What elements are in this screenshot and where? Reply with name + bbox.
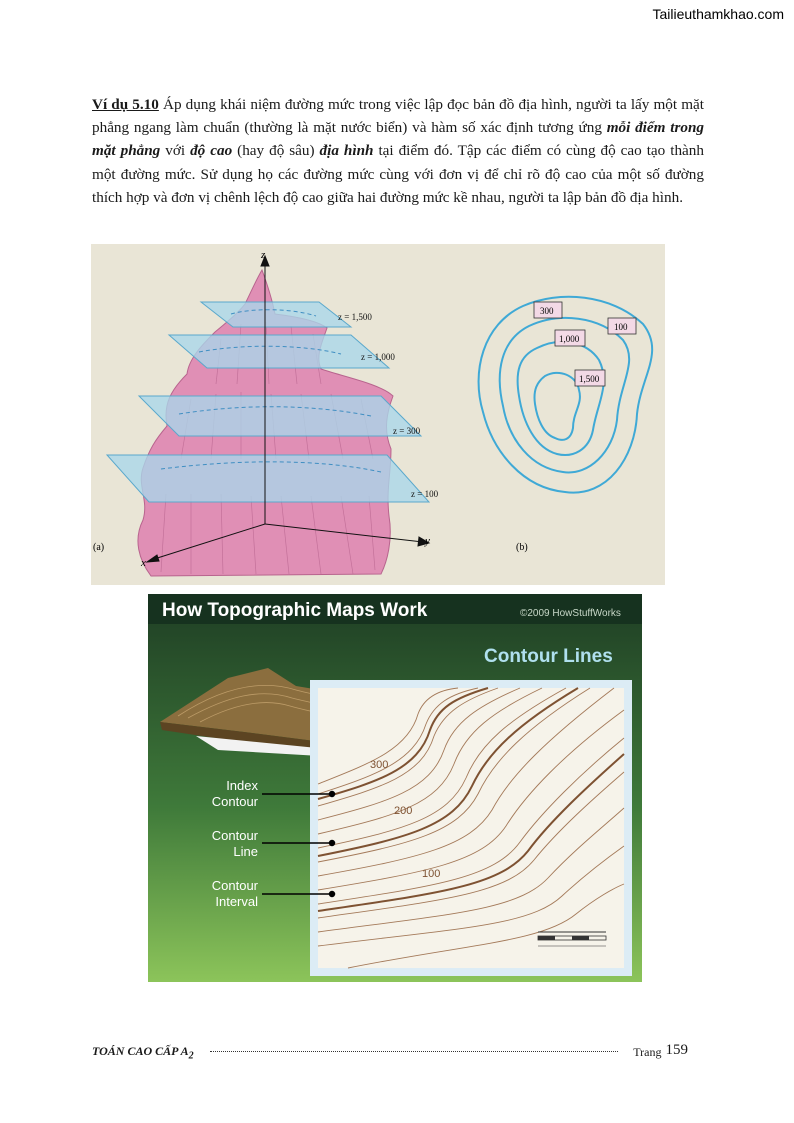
plane-label-1000: z = 1,000 <box>361 352 395 362</box>
axis-y-label: y <box>425 535 430 547</box>
page-footer <box>92 1044 704 1061</box>
panel-a-label: (a) <box>93 542 105 553</box>
figure-title: How Topographic Maps Work <box>162 600 428 621</box>
label-contour-interval: Contour Interval <box>211 878 258 909</box>
label-index-contour: Index Contour <box>211 778 258 809</box>
footer-course <box>92 1044 194 1062</box>
paragraph-text-3: (hay độ sâu) <box>232 142 320 160</box>
footer-page-word: Trang <box>633 1045 662 1059</box>
paragraph-text-1: Áp dụng khái niệm đường mức trong việc lập đọc bản đồ địa hình, người ta lấy một mặt phẳng ngang làm chuẩn (thường là mặt nước biển) và hàm số xác định tương ứng <box>92 96 704 137</box>
footer-page <box>633 1044 688 1061</box>
footer-leader-dots <box>210 1051 618 1052</box>
figure-subtitle: Contour Lines <box>484 646 613 667</box>
level-curves-figure <box>91 244 665 585</box>
plane-label-100: z = 100 <box>411 489 439 499</box>
label-contour-line: Contour Line <box>211 828 258 859</box>
elevation-200: 200 <box>394 805 413 817</box>
example-label: Ví dụ 5.10 <box>92 96 159 113</box>
paragraph-emphasis-3: địa hình <box>319 142 374 160</box>
plane-label-1500: z = 1,500 <box>338 312 372 322</box>
panel-b-label: (b) <box>516 542 528 553</box>
level-curves-svg <box>91 244 665 585</box>
topographic-map-svg <box>148 594 642 982</box>
flag-label-300: 300 <box>540 306 554 316</box>
footer-course-sub: 2 <box>188 1050 194 1062</box>
plane-label-300: z = 300 <box>393 426 421 436</box>
example-paragraph <box>92 93 704 209</box>
flag-label-100: 100 <box>614 322 628 332</box>
plane-300 <box>139 396 421 436</box>
paragraph-emphasis-2: độ cao <box>190 142 233 160</box>
elevation-300: 300 <box>370 759 389 771</box>
elevation-100: 100 <box>422 868 441 880</box>
axis-z-label: z <box>261 249 266 261</box>
flag-label-1500: 1,500 <box>579 374 600 384</box>
flag-label-1000: 1,000 <box>559 334 580 344</box>
copyright: ©2009 HowStuffWorks <box>520 608 621 619</box>
page-number: 159 <box>665 1042 688 1058</box>
paragraph-text-4: tại điểm đó. Tập các điểm có cùng độ cao tạo thành một đường mức. Sử dụng họ các đường mức cùng với đơn vị để chỉ rõ độ cao của một số đường thích hợp và đơn vị chênh lệch độ cao giữa hai đường mức kề nhau, người ta lập bản đồ địa hình. <box>92 142 704 206</box>
plane-1500 <box>201 302 351 327</box>
footer-course-name: TOÁN CAO CẤP A <box>92 1044 189 1058</box>
watermark: Tailieuthamkhao.com <box>652 6 784 22</box>
axis-x-label: x <box>141 557 146 569</box>
paragraph-emphasis-1: mỗi điểm trong mặt phẳng <box>92 119 704 160</box>
topographic-map-figure <box>148 594 642 982</box>
paragraph-text-2: với <box>160 142 191 160</box>
